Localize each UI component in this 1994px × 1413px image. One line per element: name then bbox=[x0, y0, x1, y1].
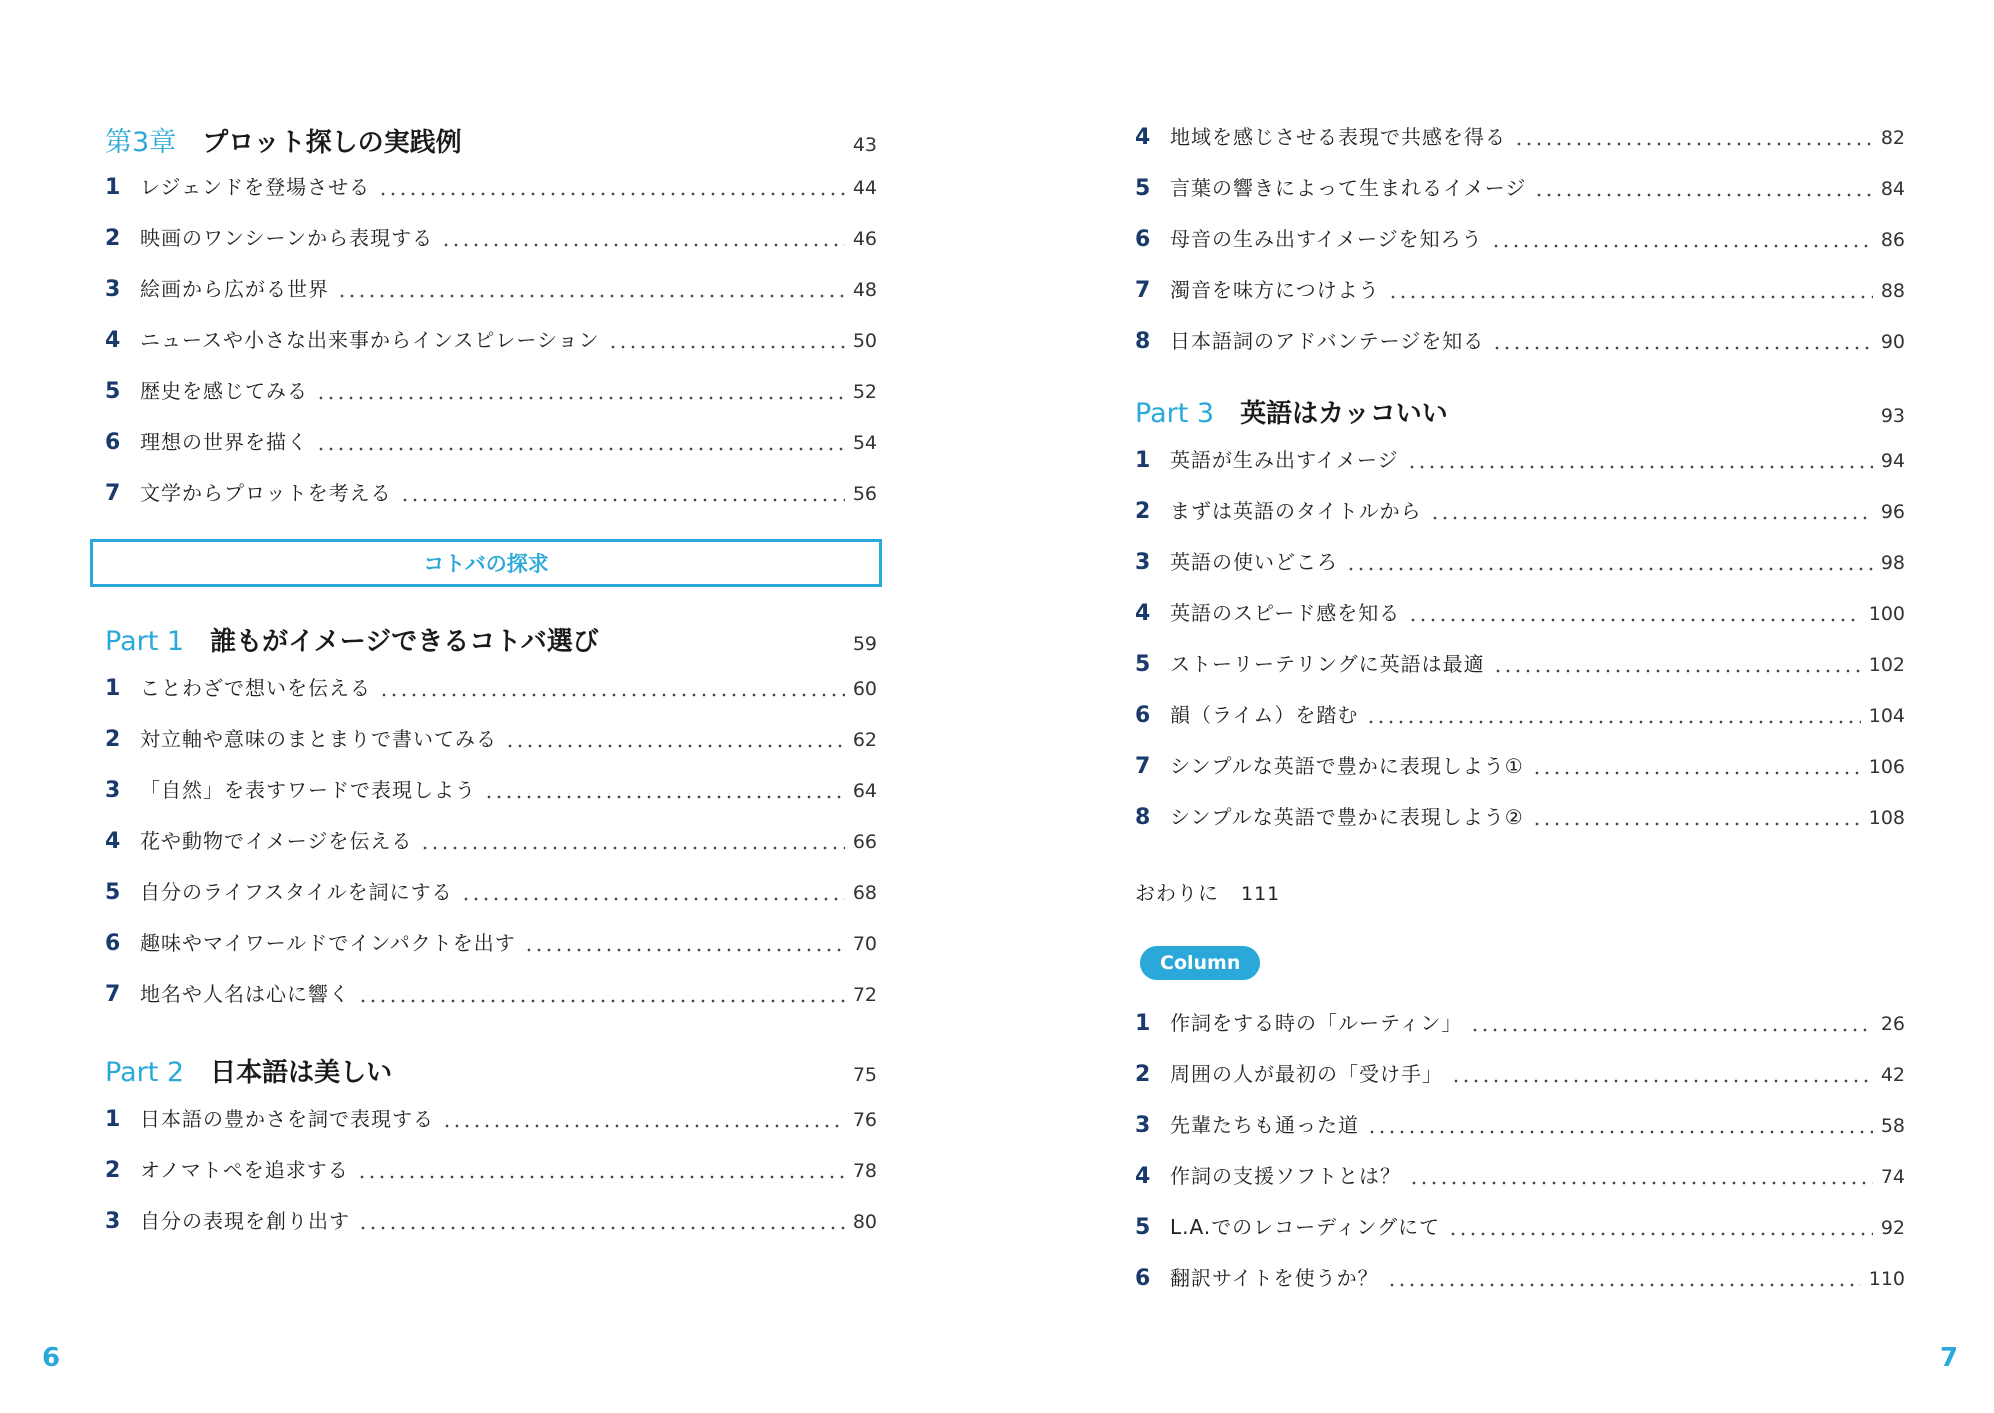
entry-page: 60 bbox=[852, 678, 877, 700]
entry-page: 58 bbox=[1880, 1115, 1905, 1137]
entry-title: 花や動物でイメージを伝える bbox=[140, 829, 413, 853]
entry-page: 52 bbox=[852, 381, 877, 403]
dot-leader bbox=[1534, 190, 1872, 200]
toc-entry bbox=[1135, 588, 1905, 639]
entry-number: 5 bbox=[105, 880, 121, 905]
toc-entry bbox=[1135, 486, 1905, 537]
part3-prefix: Part 3 bbox=[1135, 398, 1215, 429]
entry-title: 地名や人名は心に響く bbox=[140, 982, 350, 1006]
entry-title: 濁音を味方につけよう bbox=[1170, 278, 1380, 302]
entry-title: 英語が生み出すイメージ bbox=[1170, 448, 1399, 472]
dot-leader bbox=[1532, 819, 1861, 829]
entry-page: 80 bbox=[852, 1211, 877, 1233]
toc-entry bbox=[105, 816, 877, 867]
entry-title: 対立軸や意味のまとまりで書いてみる bbox=[140, 727, 497, 751]
dot-leader bbox=[1367, 1127, 1873, 1137]
entry-title: まずは英語のタイトルから bbox=[1170, 499, 1422, 523]
entry-page: 98 bbox=[1880, 552, 1905, 574]
entry-number: 1 bbox=[1135, 448, 1151, 473]
dot-leader bbox=[1387, 1280, 1861, 1290]
entry-title: 自分の表現を創り出す bbox=[140, 1209, 350, 1233]
part3-page: 93 bbox=[1880, 405, 1905, 427]
entry-page: 110 bbox=[1868, 1268, 1905, 1290]
entry-number: 1 bbox=[105, 175, 121, 200]
entry-page: 108 bbox=[1868, 807, 1905, 829]
entry-page: 82 bbox=[1880, 127, 1905, 149]
entry-number: 6 bbox=[105, 430, 121, 455]
entry-number: 3 bbox=[105, 277, 121, 302]
toc-entry bbox=[105, 969, 877, 1020]
entry-title: 絵画から広がる世界 bbox=[140, 277, 329, 301]
dot-leader bbox=[1448, 1229, 1873, 1239]
toc-entry bbox=[1135, 741, 1905, 792]
entry-title: シンプルな英語で豊かに表現しよう② bbox=[1170, 805, 1524, 829]
entry-title: 「自然」を表すワードで表現しよう bbox=[140, 778, 476, 802]
entry-number: 3 bbox=[105, 1209, 121, 1234]
page-number-right: 7 bbox=[1940, 1343, 1959, 1373]
dot-leader bbox=[357, 1172, 845, 1182]
toc-entry bbox=[1135, 1100, 1905, 1151]
toc-entry bbox=[105, 417, 877, 468]
entry-page: 76 bbox=[852, 1109, 877, 1131]
dot-leader bbox=[400, 495, 845, 505]
dot-leader bbox=[1346, 564, 1873, 574]
toc-entry bbox=[105, 162, 877, 213]
toc-entry bbox=[1135, 537, 1905, 588]
entry-title: 映画のワンシーンから表現する bbox=[140, 226, 434, 250]
entry-page: 100 bbox=[1868, 603, 1905, 625]
entry-title: L.A.でのレコーディングにて bbox=[1170, 1215, 1441, 1239]
part2-page: 75 bbox=[852, 1064, 877, 1086]
entry-title: 作詞をする時の「ルーティン」 bbox=[1170, 1011, 1463, 1035]
column-badge: Column bbox=[1140, 946, 1260, 980]
entry-number: 3 bbox=[1135, 550, 1151, 575]
dot-leader bbox=[316, 393, 845, 403]
dot-leader bbox=[1388, 292, 1873, 302]
toc-entry bbox=[105, 1145, 877, 1196]
toc-entry bbox=[105, 714, 877, 765]
entry-number: 5 bbox=[1135, 176, 1151, 201]
entry-page: 46 bbox=[852, 228, 877, 250]
entry-page: 54 bbox=[852, 432, 877, 454]
entry-number: 4 bbox=[105, 829, 121, 854]
dot-leader bbox=[1514, 139, 1873, 149]
part3-heading bbox=[1135, 393, 1905, 429]
dot-leader bbox=[608, 342, 845, 352]
entry-number: 1 bbox=[1135, 1011, 1151, 1036]
entry-title: 韻（ライム）を踏む bbox=[1170, 703, 1359, 727]
toc-entry bbox=[105, 1196, 877, 1247]
left-page bbox=[105, 120, 877, 1247]
entry-page: 78 bbox=[852, 1160, 877, 1182]
toc-entry bbox=[105, 1094, 877, 1145]
toc-entry bbox=[1135, 1151, 1905, 1202]
dot-leader bbox=[358, 1223, 845, 1233]
toc-entry bbox=[1135, 112, 1905, 163]
entry-number: 1 bbox=[105, 1107, 121, 1132]
entry-page: 102 bbox=[1868, 654, 1905, 676]
entry-number: 3 bbox=[105, 778, 121, 803]
entry-number: 2 bbox=[105, 1158, 121, 1183]
entry-title: オノマトペを追求する bbox=[140, 1158, 349, 1182]
right-page bbox=[1135, 112, 1905, 1304]
entry-number: 6 bbox=[1135, 1266, 1151, 1291]
entry-title: 文学からプロットを考える bbox=[140, 481, 392, 505]
toc-entry bbox=[1135, 214, 1905, 265]
dot-leader bbox=[1493, 666, 1861, 676]
dot-leader bbox=[1492, 343, 1873, 353]
entry-title: 理想の世界を描く bbox=[140, 430, 308, 454]
toc-entry bbox=[105, 468, 877, 519]
entry-number: 4 bbox=[105, 328, 121, 353]
entry-title: 翻訳サイトを使うか？ bbox=[1170, 1266, 1379, 1290]
toc-entry bbox=[105, 264, 877, 315]
part1-prefix: Part 1 bbox=[105, 626, 185, 657]
entry-page: 26 bbox=[1880, 1013, 1905, 1035]
entry-number: 4 bbox=[1135, 125, 1151, 150]
toc-entry bbox=[1135, 639, 1905, 690]
part2-heading bbox=[105, 1052, 877, 1088]
part3-title: 英語はカッコいい bbox=[1240, 399, 1448, 429]
dot-leader bbox=[484, 792, 845, 802]
dot-leader bbox=[1451, 1076, 1873, 1086]
entry-number: 2 bbox=[1135, 1062, 1151, 1087]
dot-leader bbox=[1491, 241, 1873, 251]
part2-continued-list bbox=[1135, 112, 1905, 367]
part3-list bbox=[1135, 435, 1905, 843]
entry-page: 44 bbox=[852, 177, 877, 199]
entry-title: 日本語の豊かさを詞で表現する bbox=[140, 1107, 434, 1131]
entry-number: 8 bbox=[1135, 805, 1151, 830]
toc-entry bbox=[105, 663, 877, 714]
dot-leader bbox=[442, 1121, 845, 1131]
entry-page: 62 bbox=[852, 729, 877, 751]
owari-page: 111 bbox=[1241, 883, 1281, 905]
entry-title: 英語の使いどころ bbox=[1170, 550, 1338, 574]
entry-title: 地域を感じさせる表現で共感を得る bbox=[1170, 125, 1506, 149]
part2-list bbox=[105, 1094, 877, 1247]
toc-entry bbox=[105, 765, 877, 816]
toc-entry bbox=[1135, 316, 1905, 367]
entry-title: レジェンドを登場させる bbox=[140, 175, 371, 199]
entry-page: 84 bbox=[1880, 178, 1905, 200]
entry-title: 自分のライフスタイルを詞にする bbox=[140, 880, 453, 904]
entry-page: 66 bbox=[852, 831, 877, 853]
dot-leader bbox=[358, 996, 845, 1006]
entry-title: 周囲の人が最初の「受け手」 bbox=[1170, 1062, 1443, 1086]
dot-leader bbox=[1366, 717, 1860, 727]
toc-entry bbox=[1135, 1202, 1905, 1253]
dot-leader bbox=[1407, 462, 1873, 472]
entry-number: 2 bbox=[1135, 499, 1151, 524]
entry-page: 72 bbox=[852, 984, 877, 1006]
part1-page: 59 bbox=[852, 633, 877, 655]
owari-entry bbox=[1135, 877, 1905, 906]
dot-leader bbox=[524, 945, 845, 955]
dot-leader bbox=[505, 741, 845, 751]
toc-entry bbox=[1135, 1049, 1905, 1100]
part1-title: 誰もがイメージできるコトバ選び bbox=[210, 627, 599, 657]
entry-number: 5 bbox=[1135, 1215, 1151, 1240]
entry-number: 6 bbox=[1135, 703, 1151, 728]
entry-title: ニュースや小さな出来事からインスピレーション bbox=[140, 328, 600, 352]
entry-page: 68 bbox=[852, 882, 877, 904]
entry-title: 作詞の支援ソフトとは？ bbox=[1170, 1164, 1401, 1188]
entry-page: 90 bbox=[1880, 331, 1905, 353]
entry-number: 2 bbox=[105, 226, 121, 251]
entry-number: 2 bbox=[105, 727, 121, 752]
toc-entry bbox=[1135, 435, 1905, 486]
entry-title: ストーリーテリングに英語は最適 bbox=[1170, 652, 1485, 676]
entry-page: 70 bbox=[852, 933, 877, 955]
dot-leader bbox=[1430, 513, 1873, 523]
entry-number: 6 bbox=[105, 931, 121, 956]
dot-leader bbox=[316, 444, 845, 454]
entry-title: ことわざで想いを伝える bbox=[140, 676, 371, 700]
entry-title: 趣味やマイワールドでインパクトを出す bbox=[140, 931, 516, 955]
entry-title: 英語のスピード感を知る bbox=[1170, 601, 1401, 625]
page-number-left: 6 bbox=[42, 1343, 61, 1373]
dot-leader bbox=[441, 240, 845, 250]
part1-list bbox=[105, 663, 877, 1020]
entry-page: 42 bbox=[1880, 1064, 1905, 1086]
dot-leader bbox=[1532, 768, 1861, 778]
entry-title: 言葉の響きによって生まれるイメージ bbox=[1170, 176, 1527, 200]
entry-title: 歴史を感じてみる bbox=[140, 379, 308, 403]
dot-leader bbox=[378, 189, 845, 199]
chapter3-heading bbox=[105, 120, 877, 158]
dot-leader bbox=[379, 690, 845, 700]
part1-heading bbox=[105, 621, 877, 657]
dot-leader bbox=[1470, 1025, 1872, 1035]
entry-title: 先輩たちも通った道 bbox=[1170, 1113, 1359, 1137]
entry-number: 4 bbox=[1135, 601, 1151, 626]
entry-number: 3 bbox=[1135, 1113, 1151, 1138]
chapter3-list bbox=[105, 162, 877, 519]
entry-page: 104 bbox=[1868, 705, 1905, 727]
entry-number: 7 bbox=[105, 481, 121, 506]
entry-number: 7 bbox=[1135, 278, 1151, 303]
entry-page: 92 bbox=[1880, 1217, 1905, 1239]
owari-label: おわりに bbox=[1135, 881, 1219, 905]
entry-number: 8 bbox=[1135, 329, 1151, 354]
entry-page: 88 bbox=[1880, 280, 1905, 302]
entry-number: 1 bbox=[105, 676, 121, 701]
entry-page: 106 bbox=[1868, 756, 1905, 778]
toc-entry bbox=[105, 918, 877, 969]
part2-prefix: Part 2 bbox=[105, 1057, 185, 1088]
toc-entry bbox=[1135, 163, 1905, 214]
entry-page: 94 bbox=[1880, 450, 1905, 472]
entry-page: 48 bbox=[852, 279, 877, 301]
dot-leader bbox=[461, 894, 845, 904]
entry-page: 86 bbox=[1880, 229, 1905, 251]
dot-leader bbox=[1409, 1178, 1873, 1188]
part2-title: 日本語は美しい bbox=[210, 1058, 393, 1088]
toc-entry bbox=[105, 366, 877, 417]
chapter3-page: 43 bbox=[852, 134, 877, 156]
entry-number: 7 bbox=[105, 982, 121, 1007]
entry-page: 96 bbox=[1880, 501, 1905, 523]
entry-page: 74 bbox=[1880, 1166, 1905, 1188]
toc-entry bbox=[1135, 265, 1905, 316]
toc-entry bbox=[105, 213, 877, 264]
entry-page: 50 bbox=[852, 330, 877, 352]
entry-number: 5 bbox=[105, 379, 121, 404]
entry-title: 母音の生み出すイメージを知ろう bbox=[1170, 227, 1483, 251]
dot-leader bbox=[337, 291, 845, 301]
toc-entry bbox=[1135, 792, 1905, 843]
entry-page: 56 bbox=[852, 483, 877, 505]
entry-title: 日本語詞のアドバンテージを知る bbox=[1170, 329, 1485, 353]
entry-number: 7 bbox=[1135, 754, 1151, 779]
entry-number: 5 bbox=[1135, 652, 1151, 677]
dot-leader bbox=[420, 843, 844, 853]
entry-title: シンプルな英語で豊かに表現しよう① bbox=[1170, 754, 1524, 778]
entry-page: 64 bbox=[852, 780, 877, 802]
toc-entry bbox=[1135, 998, 1905, 1049]
entry-number: 4 bbox=[1135, 1164, 1151, 1189]
toc-entry bbox=[105, 315, 877, 366]
dot-leader bbox=[1408, 615, 1861, 625]
toc-entry bbox=[1135, 690, 1905, 741]
toc-entry bbox=[1135, 1253, 1905, 1304]
column-list bbox=[1135, 998, 1905, 1304]
section-box: コトバの探求 bbox=[90, 539, 882, 587]
chapter3-title: プロット探しの実践例 bbox=[202, 128, 462, 158]
entry-number: 6 bbox=[1135, 227, 1151, 252]
toc-entry bbox=[105, 867, 877, 918]
chapter3-prefix: 第3章 bbox=[105, 127, 177, 158]
